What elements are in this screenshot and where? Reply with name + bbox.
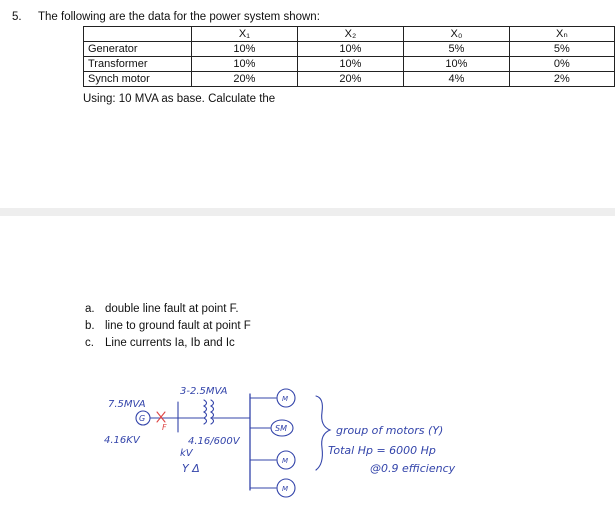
question-number: 5. <box>12 11 22 23</box>
item-letter: a. <box>85 303 95 315</box>
fault-label: F <box>162 423 167 432</box>
table-cell: 10% <box>297 42 403 57</box>
list-item <box>85 335 251 352</box>
table-header-cell: X₀ <box>404 27 510 42</box>
item-letter: b. <box>85 320 95 332</box>
row-label: Synch motor <box>84 72 192 87</box>
list-item <box>85 318 251 335</box>
table-cell: 10% <box>192 42 298 57</box>
sync-motor-label: SM <box>275 424 287 433</box>
table-header-cell: Xₙ <box>509 27 614 42</box>
row-label: Generator <box>84 42 192 57</box>
gen-symbol-label: G <box>139 414 146 423</box>
item-text: line to ground fault at point F <box>105 320 251 332</box>
instruction-text: Using: 10 MVA as base. Calculate the <box>83 93 276 105</box>
table-header-row <box>84 27 615 42</box>
impedance-table <box>83 26 615 87</box>
item-letter: c. <box>85 337 94 349</box>
motor-label: M <box>282 395 289 403</box>
table-cell: 5% <box>404 42 510 57</box>
item-text: double line fault at point F. <box>105 303 239 315</box>
table-cell: 10% <box>297 57 403 72</box>
gen-voltage-label: 4.16KV <box>104 435 140 446</box>
transformer-secondary-icon <box>211 400 214 424</box>
table-cell: 10% <box>404 57 510 72</box>
gen-rating-label: 7.5MVA <box>108 399 146 410</box>
table-row <box>84 72 615 87</box>
section-divider <box>0 208 615 216</box>
table-cell: 4% <box>404 72 510 87</box>
table-cell: 2% <box>509 72 614 87</box>
table-cell: 20% <box>192 72 298 87</box>
note-line-3: @0.9 efficiency <box>370 462 456 475</box>
table-header-cell <box>84 27 192 42</box>
question-text: The following are the data for the power system shown: <box>38 11 320 23</box>
list-item <box>85 301 251 318</box>
xfmr-unit-label: kV <box>180 448 193 459</box>
note-line-2: Total Hp = 6000 Hp <box>328 444 436 457</box>
table-header-cell: X₁ <box>192 27 298 42</box>
table-cell: 20% <box>297 72 403 87</box>
connection-label: Y Δ <box>182 462 200 475</box>
question-parts <box>85 301 251 352</box>
motor-label: M <box>282 485 289 493</box>
note-line-1: group of motors (Y) <box>336 424 444 437</box>
table-cell: 5% <box>509 42 614 57</box>
xfmr-rating-label: 3-2.5MVA <box>180 386 228 397</box>
transformer-primary-icon <box>204 400 207 424</box>
table-cell: 0% <box>509 57 614 72</box>
brace-icon <box>316 396 330 470</box>
table-row <box>84 42 615 57</box>
question-heading <box>12 11 320 23</box>
table-row <box>84 57 615 72</box>
power-system-diagram <box>100 372 500 502</box>
motor-label: M <box>282 457 289 465</box>
table-cell: 10% <box>192 57 298 72</box>
row-label: Transformer <box>84 57 192 72</box>
item-text: Line currents Ia, Ib and Ic <box>105 337 235 349</box>
table-header-cell: X₂ <box>297 27 403 42</box>
xfmr-voltage-label: 4.16/600V <box>188 436 240 447</box>
